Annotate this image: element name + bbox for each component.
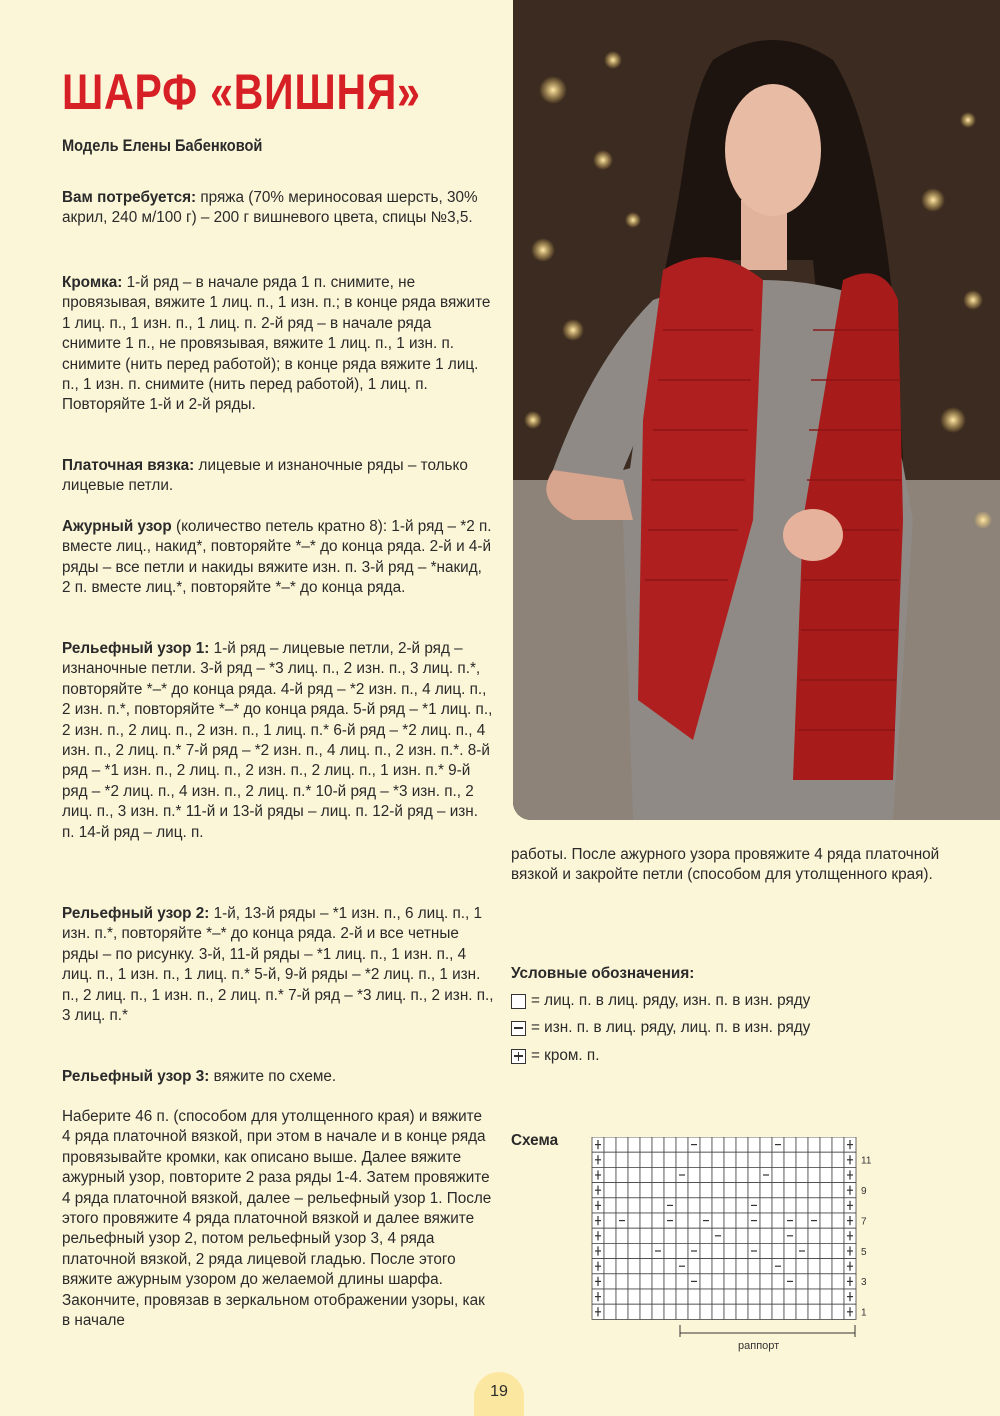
chart-cell [796,1213,808,1228]
chart-cell [736,1259,748,1274]
chart-cell [616,1274,628,1289]
chart-cell [712,1289,724,1304]
chart-cell [616,1304,628,1319]
chart-cell [832,1228,844,1243]
chart-cell [700,1259,712,1274]
chart-cell [784,1259,796,1274]
chart-cell [688,1167,700,1182]
chart-cell [760,1198,772,1213]
chart-cell [784,1137,796,1152]
chart-cell [736,1152,748,1167]
chart-cell [652,1152,664,1167]
photo-illustration [513,0,1000,820]
author-line: Модель Елены Бабенковой [62,136,263,155]
chart-cell [640,1304,652,1319]
chart-cell [760,1243,772,1258]
chart-cell [784,1304,796,1319]
row-number: 5 [861,1246,867,1258]
chart-cell [832,1243,844,1258]
chart-cell [676,1243,688,1258]
chart-cell [724,1289,736,1304]
chart-cell [700,1137,712,1152]
chart-cell [712,1198,724,1213]
chart-cell [796,1259,808,1274]
chart-cell [784,1198,796,1213]
chart-cell [772,1183,784,1198]
chart-cell [604,1167,616,1182]
chart-cell [616,1183,628,1198]
chart-cell [772,1274,784,1289]
chart-cell [772,1228,784,1243]
row-number: 11 [861,1155,872,1167]
chart-cell [628,1198,640,1213]
chart-cell [652,1274,664,1289]
chart-cell [616,1228,628,1243]
chart-cell [640,1167,652,1182]
chart-cell [808,1198,820,1213]
chart-cell [604,1198,616,1213]
chart-cell [772,1213,784,1228]
chart-cell [604,1183,616,1198]
chart-cell [760,1213,772,1228]
chart-cell [724,1304,736,1319]
chart-cell [736,1198,748,1213]
chart-cell [736,1228,748,1243]
chart-cell [820,1289,832,1304]
chart-cell [832,1152,844,1167]
chart-cell [736,1137,748,1152]
chart-cell [700,1274,712,1289]
chart-cell [676,1289,688,1304]
chart-cell [712,1152,724,1167]
chart-cell [748,1167,760,1182]
chart-cell [712,1167,724,1182]
chart-cell [748,1137,760,1152]
chart-cell [604,1243,616,1258]
chart-cell [688,1198,700,1213]
instructions-paragraph: Наберите 46 п. (способом для утолщенного края) и вяжите 4 ряда платочной вязкой, при этом в начале и в конце ряда провязывайте кромки, как описано выше. Далее вяжите ажурный узор, повторите 2 раза ряды 1-4. Затем провяжите 4 ряда платочной вязкой, далее – рельефный узор 1. После этого провяжите 4 ряда платочной вязкой и далее вяжите рельефный узор 2, потом рельефный узор 3, 4 ряда платочной вязкой, 2 ряда лицевой гладью. После этого вяжите ажурным узором до желаемой длины шарфа. Закончите, провязав в зеркальном отображении узоры, как в начале [62,1108,492,1330]
chart-cell [664,1228,676,1243]
chart-cell [616,1243,628,1258]
chart-cell [736,1289,748,1304]
chart-cell [688,1183,700,1198]
chart-cell [676,1213,688,1228]
chart-cell [712,1183,724,1198]
chart-cell [808,1137,820,1152]
rapport-label: раппорт [738,1340,780,1352]
chart-cell [724,1243,736,1258]
chart-cell [748,1183,760,1198]
chart-cell [652,1213,664,1228]
chart-cell [772,1304,784,1319]
chart-cell [628,1152,640,1167]
chart-cell [760,1183,772,1198]
chart-cell [832,1183,844,1198]
chart-cell [604,1152,616,1167]
chart-cell [796,1274,808,1289]
chart-cell [664,1304,676,1319]
chart-cell [628,1167,640,1182]
chart-cell [736,1167,748,1182]
model-photo [513,0,1000,820]
chart-cell [820,1137,832,1152]
chart-cell [700,1289,712,1304]
chart-cell [820,1243,832,1258]
chart-cell [616,1259,628,1274]
chart-cell [664,1289,676,1304]
chart-cell [772,1289,784,1304]
chart-cell [712,1213,724,1228]
chart-cell [604,1304,616,1319]
chart-cell [796,1167,808,1182]
chart-cell [700,1183,712,1198]
chart-cell [676,1152,688,1167]
chart-cell [724,1137,736,1152]
empty-square-icon [511,994,526,1009]
chart-cell [688,1213,700,1228]
chart-cell [772,1243,784,1258]
chart-cell [796,1304,808,1319]
row-number: 9 [861,1186,867,1197]
chart-cell [808,1274,820,1289]
chart-cell [664,1259,676,1274]
chart-cell [652,1304,664,1319]
chart-cell [640,1183,652,1198]
chart-cell [628,1274,640,1289]
chart-cell [664,1183,676,1198]
chart-cell [820,1259,832,1274]
row-number: 3 [861,1277,867,1289]
chart-cell [676,1228,688,1243]
chart-cell [676,1183,688,1198]
chart-cell [712,1259,724,1274]
chart-cell [820,1228,832,1243]
chart-cell [604,1137,616,1152]
chart-cell [712,1137,724,1152]
chart-cell [652,1198,664,1213]
chart-cell [820,1198,832,1213]
materials-paragraph: Вам потребуется: пряжа (70% мериносовая шерсть, 30% акрил, 240 м/100 г) – 200 г вишневого цвета, спицы №3,5. [62,189,478,227]
chart-cell [628,1213,640,1228]
chart-cell [640,1259,652,1274]
chart-cell [736,1274,748,1289]
chart-cell [748,1152,760,1167]
chart-cell [760,1228,772,1243]
chart-cell [820,1274,832,1289]
chart-cell [640,1289,652,1304]
chart-cell [820,1183,832,1198]
chart-cell [760,1152,772,1167]
chart-cell [808,1304,820,1319]
chart-cell [796,1183,808,1198]
chart-cell [628,1289,640,1304]
chart-cell [652,1167,664,1182]
plus-square-icon [511,1049,526,1064]
chart-cell [832,1274,844,1289]
chart-cell [724,1183,736,1198]
chart-cell [784,1183,796,1198]
chart-cell [640,1213,652,1228]
chart-cell [796,1289,808,1304]
chart-cell [700,1304,712,1319]
chart-cell [628,1304,640,1319]
chart-cell [748,1228,760,1243]
chart-cell [772,1152,784,1167]
chart-cell [688,1152,700,1167]
legend-item: = лиц. п. в лиц. ряду, изн. п. в изн. ряду [511,991,810,1011]
chart-cell [676,1304,688,1319]
chart-cell [760,1289,772,1304]
chart-cell [688,1289,700,1304]
chart-cell [664,1137,676,1152]
chart-cell [700,1167,712,1182]
minus-square-icon [511,1021,526,1036]
chart-cell [628,1137,640,1152]
chart-cell [796,1137,808,1152]
chart-cell [820,1167,832,1182]
chart-cell [736,1304,748,1319]
chart-cell [808,1183,820,1198]
edge-paragraph: Кромка: 1-й ряд – в начале ряда 1 п. снимите, не провязывая, вяжите 1 лиц. п., 1 изн. п.; в конце ряда вяжите 1 лиц. п., 1 изн. п., 1 лиц. п. 2-й ряд – в начале ряда снимите 1 п., не провязывая, вяжите 1 лиц. п., 1 изн. п. снимите (нить перед работой); в конце ряда вяжите 1 лиц. п., 1 изн. п. снимите (нить перед работой), 1 лиц. п. Повторяйте 1-й и 2-й ряды. [62,274,491,414]
chart-cell [832,1304,844,1319]
row-number: 1 [861,1307,867,1319]
chart-cell [748,1259,760,1274]
garter-paragraph: Платочная вязка: лицевые и изнаночные ряды – только лицевые петли. [62,457,468,495]
chart-cell [616,1198,628,1213]
chart-cell [820,1213,832,1228]
chart-cell [640,1152,652,1167]
chart-cell [808,1167,820,1182]
chart-cell [712,1304,724,1319]
chart-cell [652,1259,664,1274]
chart-cell [748,1289,760,1304]
chart-cell [676,1198,688,1213]
legend-item: = кром. п. [511,1046,599,1066]
page-title: ШАРФ «ВИШНЯ» [62,64,421,120]
chart-cell [664,1152,676,1167]
chart-cell [796,1198,808,1213]
relief3-paragraph: Рельефный узор 3: вяжите по схеме. [62,1068,337,1085]
chart-cell [604,1213,616,1228]
chart-cell [652,1289,664,1304]
chart-cell [688,1259,700,1274]
chart-cell [724,1259,736,1274]
chart-cell [832,1289,844,1304]
chart-cell [688,1228,700,1243]
chart-cell [772,1198,784,1213]
chart-cell [832,1259,844,1274]
chart-cell [748,1274,760,1289]
chart-cell [616,1137,628,1152]
chart-cell [832,1137,844,1152]
chart-cell [784,1167,796,1182]
chart-cell [832,1167,844,1182]
chart-cell [760,1274,772,1289]
chart-cell [700,1243,712,1258]
chart-cell [784,1243,796,1258]
chart-cell [700,1152,712,1167]
chart-cell [808,1228,820,1243]
chart-cell [652,1228,664,1243]
chart-cell [748,1304,760,1319]
chart-cell [832,1213,844,1228]
chart-cell [724,1198,736,1213]
chart-cell [604,1289,616,1304]
page-number: 19 [474,1372,524,1416]
chart-cell [784,1289,796,1304]
chart-cell [736,1213,748,1228]
chart-cell [664,1243,676,1258]
chart-cell [724,1167,736,1182]
chart-cell [820,1304,832,1319]
chart-cell [724,1228,736,1243]
lace-paragraph: Ажурный узор (количество петель кратно 8): 1-й ряд – *2 п. вместе лиц., накид*, повторяйте *–* до конца ряда. 2-й и 4-й ряды – все петли и накиды вяжите изн. п. 3-й ряд – *накид, 2 п. вместе лиц.*, повторяйте *–* до конца ряда. [62,518,492,597]
chart-cell [724,1152,736,1167]
chart-cell [616,1289,628,1304]
chart-cell [724,1213,736,1228]
chart-cell [808,1243,820,1258]
chart-cell [700,1228,712,1243]
chart-cell [760,1137,772,1152]
chart-cell [736,1243,748,1258]
chart-cell [640,1198,652,1213]
scheme-title: Схема [511,1132,559,1149]
chart-cell [628,1183,640,1198]
chart-cell [604,1274,616,1289]
chart-cell [616,1167,628,1182]
chart-cell [640,1137,652,1152]
continuation-paragraph: работы. После ажурного узора провяжите 4 ряда платочной вязкой и закройте петли (способом для утолщенного края). [511,846,940,884]
legend-title: Условные обозначения: [511,965,695,982]
chart-cell [772,1167,784,1182]
chart-cell [796,1228,808,1243]
chart-cell [736,1183,748,1198]
chart-cell [628,1259,640,1274]
chart-cell [808,1152,820,1167]
legend-item: = изн. п. в лиц. ряду, лиц. п. в изн. ряду [511,1018,810,1038]
chart-cell [616,1152,628,1167]
chart-cell [640,1228,652,1243]
chart-cell [820,1152,832,1167]
chart-cell [712,1243,724,1258]
chart-cell [724,1274,736,1289]
chart-cell [676,1137,688,1152]
chart-cell [712,1274,724,1289]
chart-cell [832,1198,844,1213]
chart-cell [628,1228,640,1243]
chart-cell [604,1259,616,1274]
chart-cell [760,1304,772,1319]
chart-cell [604,1228,616,1243]
chart-cell [700,1198,712,1213]
chart-cell [664,1167,676,1182]
chart-cell [640,1243,652,1258]
chart-cell [652,1137,664,1152]
chart-cell [652,1183,664,1198]
chart-cell [796,1152,808,1167]
chart-cell [784,1152,796,1167]
chart-cell [808,1289,820,1304]
chart-cell [688,1304,700,1319]
row-number: 7 [861,1216,867,1228]
chart-cell [676,1274,688,1289]
relief1-paragraph: Рельефный узор 1: 1-й ряд – лицевые петли, 2-й ряд – изнаночные петли. 3-й ряд – *3 лиц. п., 2 изн. п., 3 лиц. п.*, повторяйте *–* до конца ряда. 4-й ряд – *2 изн. п., 4 лиц. п., 2 изн. п.*, повторяйте *–* до конца ряда. 5-й ряд – *1 лиц. п., 2 изн. п., 2 лиц. п., 2 изн. п., 1 лиц. п.* 6-й ряд – *2 лиц. п., 4 изн. п., 2 лиц. п.* 7-й ряд – *2 изн. п., 4 лиц. п., 2 изн. п.*. 8-й ряд – *1 изн. п., 2 лиц. п., 2 изн. п., 2 лиц. п., 1 изн. п.* 9-й ряд – *2 лиц. п., 4 изн. п., 2 лиц. п.* 10-й ряд – *3 изн. п., 2 лиц. п., 3 изн. п.* 11-й и 13-й ряды – лиц. п. 12-й ряд – изн. п. 14-й ряд – лиц. п. [62,640,493,841]
chart-cell [664,1274,676,1289]
chart-cell [628,1243,640,1258]
relief2-paragraph: Рельефный узор 2: 1-й, 13-й ряды – *1 изн. п., 6 лиц. п., 1 изн. п.*, повторяйте *–* до конца ряда. 2-й и все четные ряды – по рисунку. 3-й, 11-й ряды – *1 лиц. п., 1 изн. п., 4 лиц. п., 1 изн. п., 1 лиц. п.* 5-й, 9-й ряды – *2 лиц. п., 1 изн. п., 2 лиц. п., 1 изн. п., 2 лиц. п.* 7-й ряд – *3 лиц. п., 2 изн. п., 3 лиц. п.* [62,905,494,1025]
knitting-chart [588,1137,888,1362]
chart-cell [760,1259,772,1274]
chart-cell [808,1259,820,1274]
chart-cell [640,1274,652,1289]
